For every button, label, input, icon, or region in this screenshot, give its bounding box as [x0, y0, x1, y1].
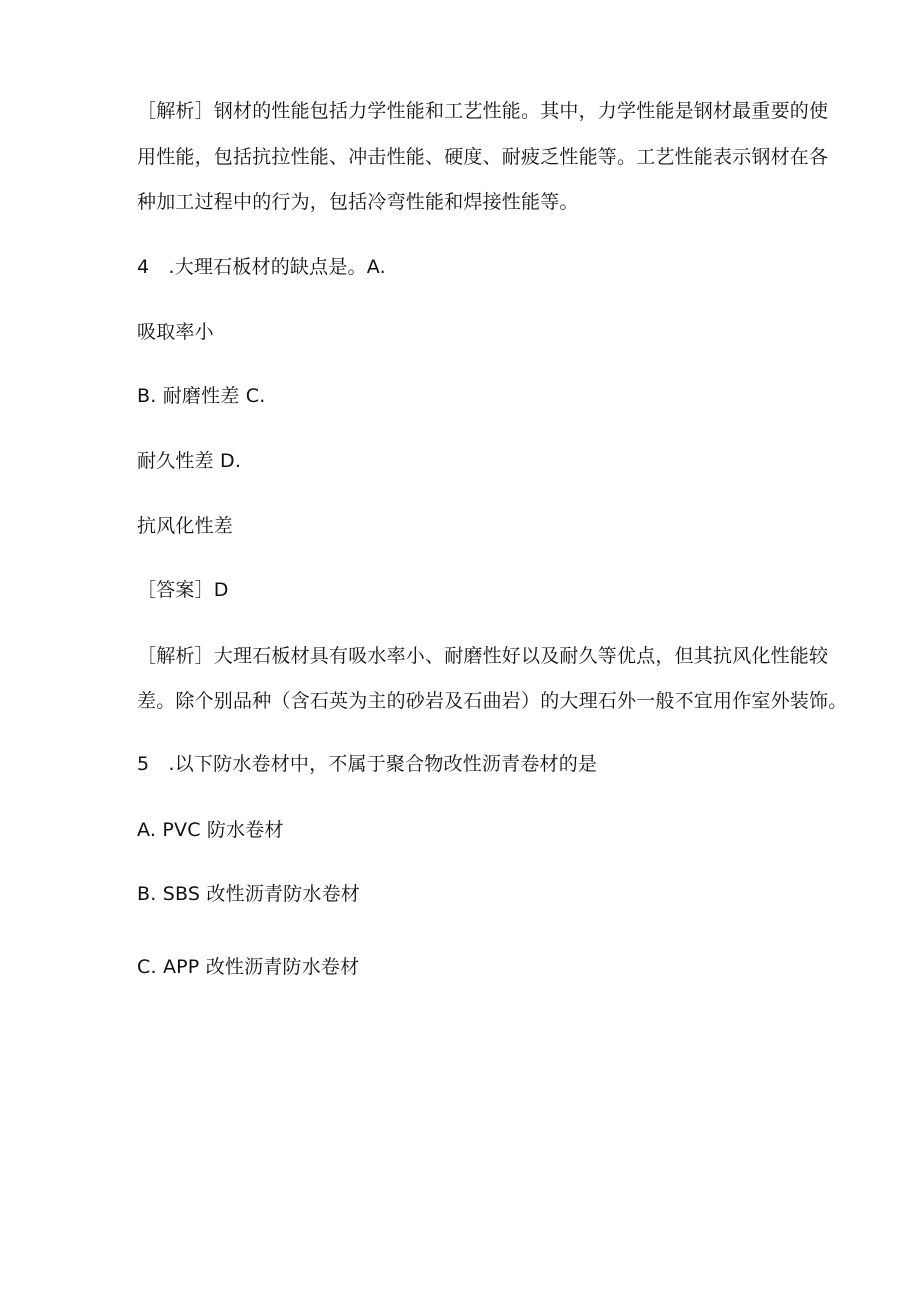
- q4-stem: 4 .大理石板材的缺点是。A.: [137, 256, 386, 278]
- q3-analysis-line-2: 用性能，包括抗拉性能、冲击性能、硬度、耐疲乏性能等。工艺性能表示钢材在各: [137, 146, 829, 168]
- q5-option-a: A. PVC 防水卷材: [137, 819, 284, 841]
- q5-stem: 5 .以下防水卷材中，不属于聚合物改性沥青卷材的是: [137, 753, 598, 775]
- q4-analysis-line-1: ［解析］大理石板材具有吸水率小、耐磨性好以及耐久等优点，但其抗风化性能较: [137, 645, 829, 667]
- q5-option-b: B. SBS 改性沥青防水卷材: [137, 883, 360, 905]
- q3-analysis-line-3: 种加工过程中的行为，包括冷弯性能和焊接性能等。: [137, 191, 579, 213]
- q4-option-d: 抗风化性差: [137, 515, 234, 537]
- q3-analysis-line-1: ［解析］钢材的性能包括力学性能和工艺性能。其中，力学性能是钢材最重要的使: [137, 100, 829, 122]
- q4-option-c: 耐久性差 D.: [137, 450, 242, 472]
- q4-analysis-line-2: 差。除个别品种（含石英为主的砂岩及石曲岩）的大理石外一般不宜用作室外装饰。: [137, 690, 848, 712]
- q5-option-c: C. APP 改性沥青防水卷材: [137, 956, 360, 978]
- q4-answer: ［答案］D: [137, 579, 229, 601]
- q4-option-b: B. 耐磨性差 C.: [137, 385, 266, 407]
- q4-option-a: 吸取率小: [137, 321, 214, 343]
